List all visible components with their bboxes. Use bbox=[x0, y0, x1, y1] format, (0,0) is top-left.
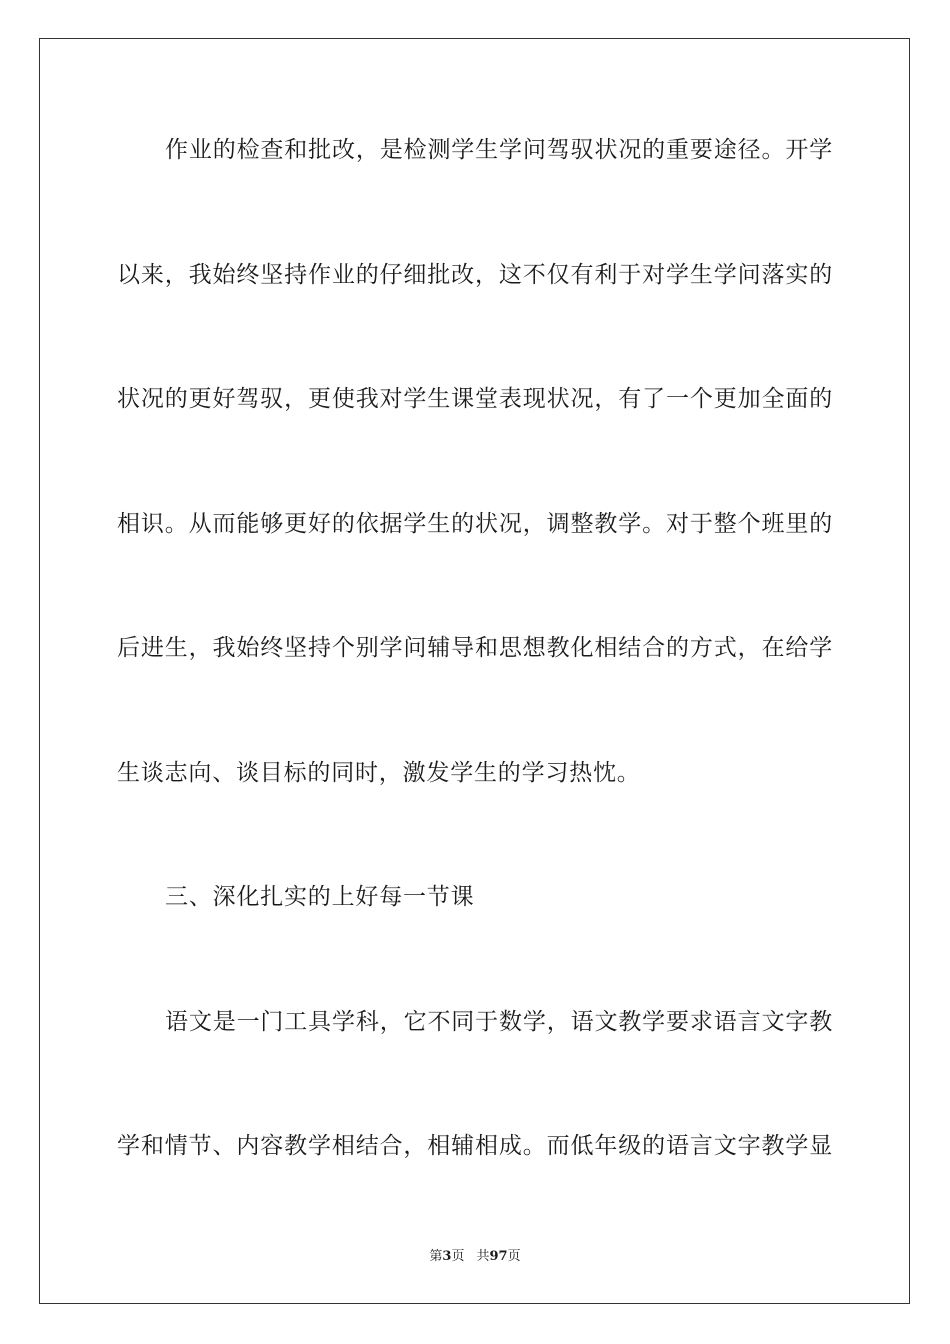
paragraph-line-8: 语文是一门工具学科，它不同于数学，语文教学要求语言文字教 bbox=[165, 1009, 833, 1035]
paragraph-line-5: 后进生，我始终坚持个别学问辅导和思想教化相结合的方式，在给学 bbox=[117, 635, 833, 661]
page-suffix: 页 bbox=[451, 1249, 465, 1264]
total-prefix: 共 bbox=[476, 1249, 490, 1264]
page-number: 3 bbox=[442, 1249, 452, 1264]
paragraph-line-9: 学和情节、内容教学相结合，相辅相成。而低年级的语言文字教学显 bbox=[117, 1133, 833, 1159]
paragraph-line-1: 作业的检查和批改，是检测学生学问驾驭状况的重要途径。开学 bbox=[165, 137, 833, 163]
paragraph-line-6: 生谈志向、谈目标的同时，激发学生的学习热忱。 bbox=[117, 760, 641, 786]
page-footer bbox=[0, 1248, 950, 1266]
paragraph-line-2: 以来，我始终坚持作业的仔细批改，这不仅有利于对学生学问落实的 bbox=[117, 262, 833, 288]
paragraph-line-3: 状况的更好驾驭，更使我对学生课堂表现状况，有了一个更加全面的 bbox=[117, 386, 833, 412]
page-prefix: 第 bbox=[429, 1249, 443, 1264]
paragraph-line-4: 相识。从而能够更好的依据学生的状况，调整教学。对于整个班里的 bbox=[117, 511, 833, 537]
total-pages: 97 bbox=[489, 1249, 508, 1264]
page-border bbox=[39, 38, 910, 1304]
total-suffix: 页 bbox=[507, 1249, 521, 1264]
section-heading: 三、深化扎实的上好每一节课 bbox=[165, 884, 475, 910]
